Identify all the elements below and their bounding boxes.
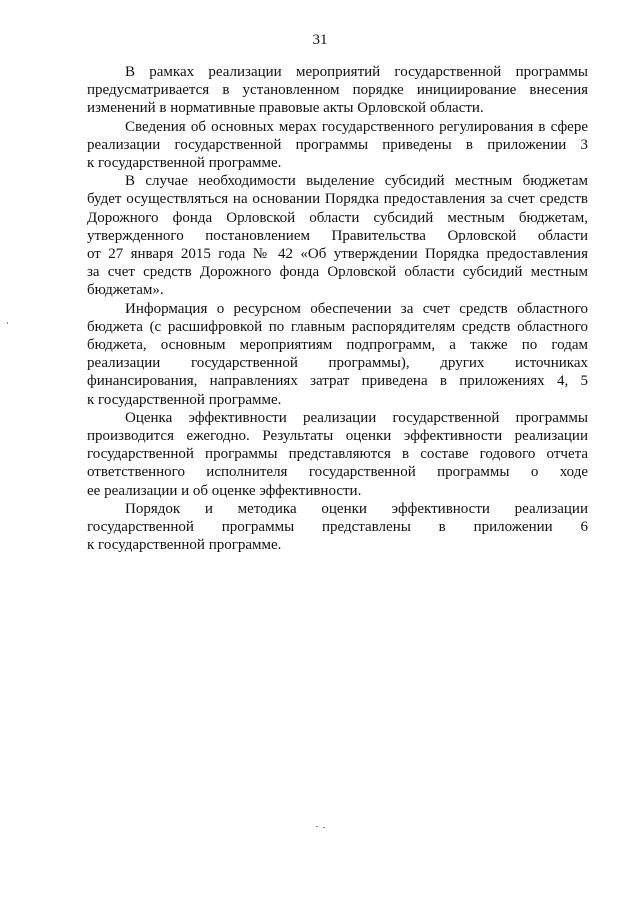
text-line: за счет средств Дорожного фонда Орловской области субсидий местным <box>87 264 588 281</box>
text-line: изменений в нормативные правовые акты Орловской области. <box>87 100 484 117</box>
text-line: финансирования, направлениях затрат приведена в приложениях 4, 5 <box>87 373 588 390</box>
text-line: бюджета, основным мероприятиям подпрограмм, а также по годам <box>87 337 588 354</box>
text-line: реализации государственной программы), других источниках <box>87 355 588 372</box>
text-line: производится ежегодно. Результаты оценки эффективности реализации <box>87 428 588 445</box>
scan-speck <box>323 827 325 828</box>
text-line: бюджетам». <box>87 282 164 299</box>
text-line: ее реализации и об оценке эффективности. <box>87 482 362 499</box>
scan-speck <box>7 322 8 324</box>
text-line: Оценка эффективности реализации государственной программы <box>125 409 588 426</box>
scan-speck <box>316 826 318 827</box>
paragraph <box>87 63 588 118</box>
text-line: Порядок и методика оценки эффективности реализации <box>125 500 588 517</box>
text-line: к государственной программе. <box>87 155 282 172</box>
text-line: предусматривается в установленном порядке инициирование внесения <box>87 82 588 99</box>
text-line: государственной программы представлены в приложении 6 <box>87 519 588 536</box>
text-line: к государственной программе. <box>87 537 282 554</box>
text-line: Сведения об основных мерах государственного регулирования в сфере <box>125 118 588 135</box>
text-line: утвержденного постановлением Правительства Орловской области <box>87 227 588 244</box>
text-line: Информация о ресурсном обеспечении за счет средств областного <box>125 300 588 317</box>
text-line: от 27 января 2015 года № 42 «Об утверждении Порядка предоставления <box>87 246 588 263</box>
text-line: В случае необходимости выделение субсидий местным бюджетам <box>125 173 588 190</box>
paragraph <box>87 172 588 299</box>
text-line: ответственного исполнителя государственной программы о ходе <box>87 464 588 481</box>
page-number: 31 <box>312 32 328 48</box>
paragraph <box>87 409 588 500</box>
document-body <box>87 63 588 554</box>
text-line: государственной программы представляются в составе годового отчета <box>87 446 588 463</box>
text-line: реализации государственной программы приведены в приложении 3 <box>87 136 588 153</box>
text-line: бюджета (с расшифровкой по главным распорядителям средств областного <box>87 318 588 335</box>
text-line: будет осуществляться на основании Порядка предоставления за счет средств <box>87 191 588 208</box>
text-line: Дорожного фонда Орловской области субсидий местным бюджетам, <box>87 209 588 226</box>
paragraph <box>87 118 588 173</box>
text-line: В рамках реализации мероприятий государственной программы <box>125 64 588 80</box>
text-line: к государственной программе. <box>87 391 282 408</box>
paragraph <box>87 300 588 409</box>
paragraph <box>87 500 588 555</box>
